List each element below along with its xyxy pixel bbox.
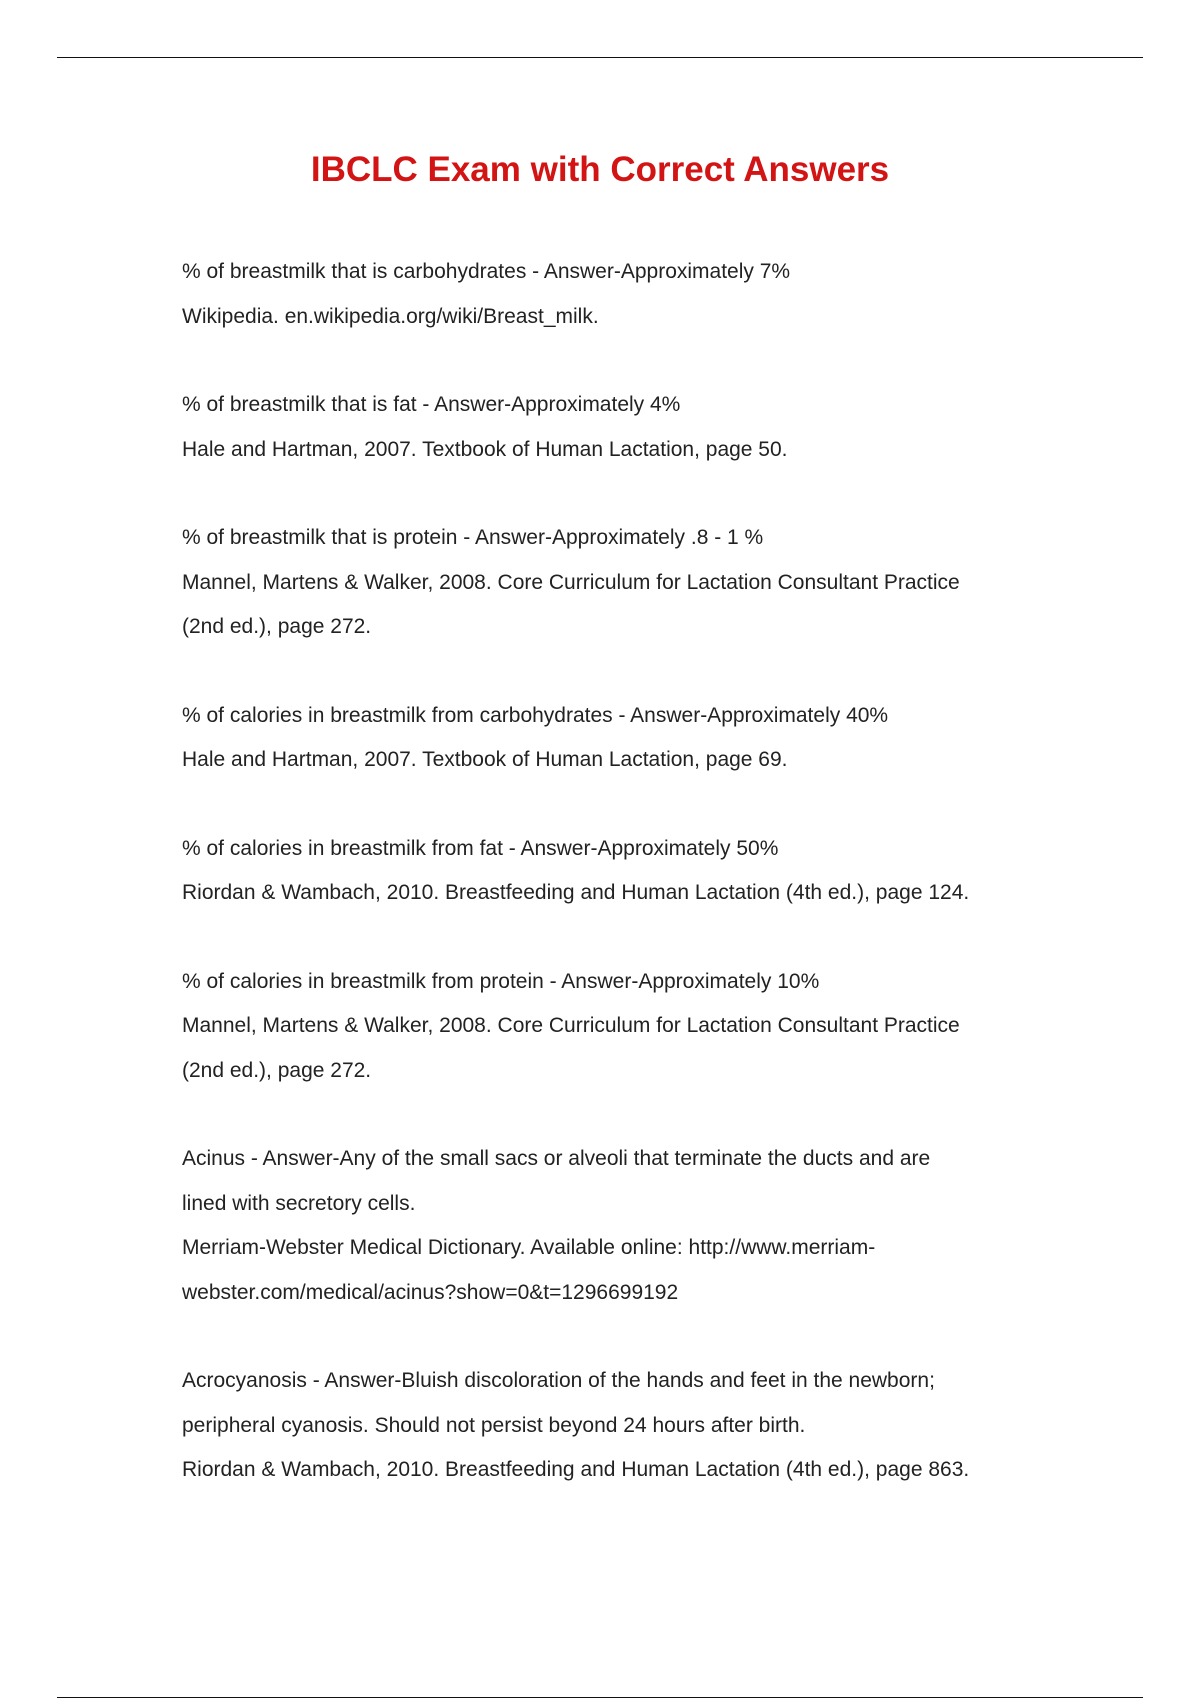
qa-entry xyxy=(182,383,1062,472)
entry-line: (2nd ed.), page 272. xyxy=(182,1058,372,1082)
entry-line: (2nd ed.), page 272. xyxy=(182,615,372,638)
entry-line: % of breastmilk that is fat - Answer-Approximately 4% xyxy=(182,393,681,416)
top-rule xyxy=(57,57,1143,58)
entry-line: Merriam-Webster Medical Dictionary. Available online: http://www.merriam- xyxy=(182,1236,876,1259)
qa-entry xyxy=(182,1359,1062,1493)
qa-entry xyxy=(182,827,1062,916)
qa-entry xyxy=(182,694,1062,783)
entry-line: lined with secretory cells. xyxy=(182,1191,416,1215)
entry-line: Mannel, Martens & Walker, 2008. Core Curriculum for Lactation Consultant Practice xyxy=(182,1014,960,1037)
page-title: IBCLC Exam with Correct Answers xyxy=(310,150,890,189)
entry-line: % of calories in breastmilk from carbohydrates - Answer-Approximately 40% xyxy=(182,703,889,727)
entry-line: Acrocyanosis - Answer-Bluish discoloration of the hands and feet in the newborn; xyxy=(182,1369,935,1392)
qa-entry xyxy=(182,1137,1062,1315)
entry-line: Hale and Hartman, 2007. Textbook of Human Lactation, page 50. xyxy=(182,437,788,461)
entry-line: webster.com/medical/acinus?show=0&t=1296699192 xyxy=(182,1280,679,1304)
qa-entry xyxy=(182,960,1062,1094)
bottom-rule xyxy=(57,1697,1143,1698)
entry-line: Acinus - Answer-Any of the small sacs or alveoli that terminate the ducts and are xyxy=(182,1147,931,1170)
entry-line: % of breastmilk that is carbohydrates - Answer-Approximately 7% xyxy=(182,260,791,283)
entry-line: peripheral cyanosis. Should not persist beyond 24 hours after birth. xyxy=(182,1413,806,1437)
entry-line: Hale and Hartman, 2007. Textbook of Human Lactation, page 69. xyxy=(182,748,788,771)
entry-line: % of calories in breastmilk from fat - Answer-Approximately 50% xyxy=(182,836,779,860)
qa-entry xyxy=(182,516,1062,650)
entry-line: Wikipedia. en.wikipedia.org/wiki/Breast_milk. xyxy=(182,304,599,328)
entry-line: % of calories in breastmilk from protein - Answer-Approximately 10% xyxy=(182,969,820,993)
entry-line: Riordan & Wambach, 2010. Breastfeeding and Human Lactation (4th ed.), page 863. xyxy=(182,1458,970,1481)
qa-entry xyxy=(182,250,1062,339)
entry-line: Riordan & Wambach, 2010. Breastfeeding and Human Lactation (4th ed.), page 124. xyxy=(182,881,970,904)
qa-list xyxy=(182,250,1062,1537)
entry-line: % of breastmilk that is protein - Answer-Approximately .8 - 1 % xyxy=(182,526,764,549)
entry-line: Mannel, Martens & Walker, 2008. Core Curriculum for Lactation Consultant Practice xyxy=(182,570,960,594)
